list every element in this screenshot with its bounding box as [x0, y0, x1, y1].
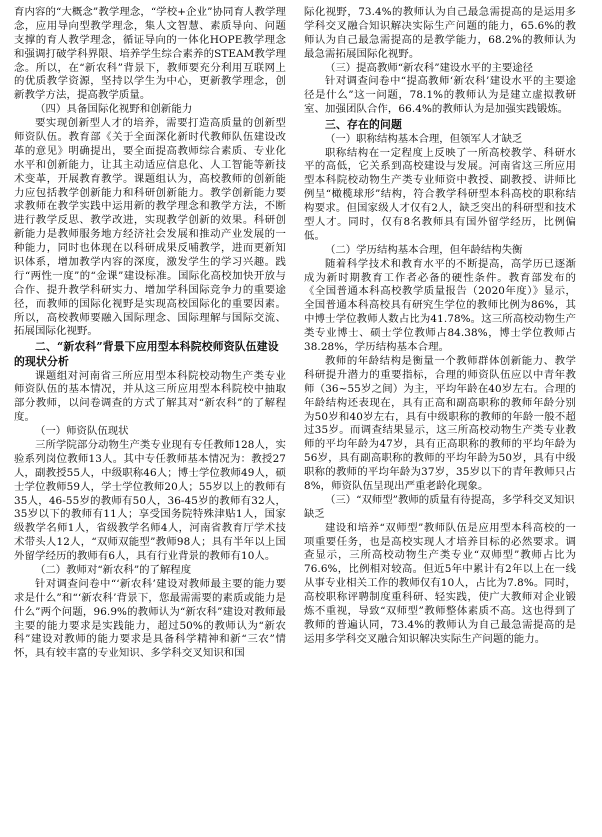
body-paragraph: 要实现创新型人才的培养，需要打造高质量的创新型师资队伍。教育部《关于全面深化新时代教师队伍建设改革的意见》明确提出，要全面提高教师综合素质、专业化水平和创新能力，让其主动适应信息化、人工智能等新技术变革，开展教育教学。课题组认为，高校教师的创新能力应包括教学创新能力和科研创新能力。教学创新能力要求教师在教学实践中运用新的教学理念和教学方法，不断进行教学反思、教学改进，实现教学创新的效果。科研创新能力是教师服务地方经济社会发展和推动产业发展的一种能力，同时也体现在以科研成果反哺教学，进而更新知识体系，增加教学内容的深度，激发学生的学习兴趣。践行“两性一度”的“金课”建设标准。国际化高校加快开放与合作、提升教学科研实力、增加学科国际竞争力的重要途径，而教师的国际化视野是实现高校国际化的重要因素。所以，高校教师要融入国际理念、国际理解与国际交流、拓展国际化视野。 — [14, 117, 286, 338]
subsection-heading: （二）教师对“新农科”的了解程度 — [35, 563, 192, 576]
body-paragraph: 针对调查问卷中“提高教师‘新农科’建设水平的主要途径是什么”这一问题，78.1%的教师认为是建立虚拟教研室、加强团队合作，66.4%的教师认为是加强实践锻炼。 — [304, 75, 576, 116]
body-paragraph: 际化视野，73.4%的教师认为自己最急需提高的是运用多学科交叉融合知识解决实际生产问题的能力，65.6%的教师认为自己最急需提高的是教学能力，68.2%的教师认为最急需拓展国际化视野。 — [304, 6, 576, 60]
section-heading: 三、存在的问题 — [325, 118, 402, 132]
subsection-heading: （一）师资队伍现状 — [35, 425, 129, 438]
body-paragraph: 教师的年龄结构是衡量一个教师群体创新能力、教学科研提升潜力的重要指标，合理的师资队伍应以中青年教师（36~55岁之间）为主，平均年龄在40岁左右。合理的年龄结构还表现在，具有正高和副高职称的教师年龄分别为50岁和40岁左右，具有中级职称的教师的年龄一般不超过35岁。而调查结果显示，这三所高校动物生产类专业教师的平均年龄为47岁，具有正高职称的教师的平均年龄为56岁，具有副高职称的教师的平均年龄为50岁，具有中级职称的教师的平均年龄为37岁，35岁以下的青年教师只占8%，师资队伍呈现出严重老龄化现象。 — [304, 354, 576, 492]
subsection-heading: （三）提高教师“新农科”建设水平的主要途径 — [325, 61, 534, 74]
body-paragraph: 建设和培养“双师型”教师队伍是应用型本科高校的一项重要任务，也是高校实现人才培养目标的必然要求。调查显示，三所高校动物生产类专业“双师型”教师占比为76.6%，比例相对较高。但近5年中累计有2年以上在一线从事专业相关工作的教师仅有10人，占比为7.8%。同时，高校职称评聘制度重科研、轻实践，使广大教师对企业锻炼不重视，导致“双师型”教师整体素质不高。这也得到了教师的普遍认同，73.4%的教师认为自己最急需提高的是运用多学科交叉融合知识解决实际生产问题的能力。 — [304, 521, 576, 645]
body-paragraph: 职称结构在一定程度上反映了一所高校教学、科研水平的高低，它关系到高校建设与发展。河南省这三所应用型本科院校动物生产类专业师资中教授、副教授、讲师比例呈“橄榄球形”结构，符合教学科研型本科高校的职称结构要求。但国家级人才仅有2人，缺乏突出的科研型和技术型人才。同时，仅有8名教师具有国外留学经历，比例偏低。 — [304, 146, 576, 242]
body-paragraph: 课题组对河南省三所应用型本科院校动物生产类专业师资队伍的基本情况，并从这三所应用型本科院校中抽取部分教师，以问卷调查的方式了解其对“新农科”的了解程度。 — [14, 369, 286, 424]
body-paragraph: 针对调查问卷中“‘新农科’建设对教师最主要的能力要求是什么”和“‘新农科’背景下，您最需需要的素质或能力是什么”两个问题，96.9%的教师认为“新农科”建设对教师最主要的能力要求是实践能力，超过50%的教师认为“新农科”建设对教师的能力要求是具备科学精神和新“三农”情怀，具有较丰富的专业知识、多学科交叉知识和国 — [14, 577, 286, 660]
body-paragraph: 随着科学技术和教育水平的不断提高，高学历已逐渐成为新时期教育工作者必备的硬性条件。教育部发布的《全国普通本科高校教学质量报告（2020年度）》显示，全国普通本科高校具有研究生学位的教师比例为86%，其中博士学位教师人数占比为41.78%。这三所高校动物生产类专业博士、硕士学位教师占84.38%，博士学位教师占38.28%，学历结构基本合理。 — [304, 257, 576, 354]
body-paragraph: （四）具备国际化视野和创新能力 — [35, 103, 193, 116]
left-column — [14, 6, 286, 829]
right-column — [304, 6, 576, 829]
body-paragraph: 育内容的“大概念”教学理念，“学校+企业”协同育人教学理念，应用导向型教学理念，集人文智慧、素质导向、问题支撑的育人教学理念，循证导向的一体化HOPE教学理念和强调打破学科界限、培养学生综合素养的STEAM教学理念。所以，在“新农科”背景下，教师要充分利用互联网上的优质教学资源，坚持以学生为中心，更新教学理念，创新教学方法，提高教学质量。 — [14, 6, 286, 102]
subsection-heading: （一）职称结构基本合理，但领军人才缺乏 — [325, 132, 523, 145]
body-paragraph: 三所学院部分动物生产类专业现有专任教师128人，实验系列岗位教师13人。其中专任教师基本情况为：教授27人，副教授55人，中级职称46人；博士学位教师49人，硕士学位教师59人，学士学位教师20人；55岁以上的教师有35人，46-55岁的教师有50人，36-45岁的教师有32人，35岁以下的教师有11人；享受国务院特殊津贴1人，国家级教学名师1人，省级教学名师4人，河南省教育厅学术技术带头人12人，“双师双能型”教师98人；具有半年以上国外留学经历的教师有6人，具有行业背景的教师有10人。 — [14, 438, 286, 563]
section-heading: 二、“新农科”背景下应用型本科院校师资队伍建设的现状分析 — [14, 340, 279, 368]
subsection-heading: （二）学历结构基本合理，但年龄结构失衡 — [325, 243, 523, 256]
subsection-heading: （三）“双师型”教师的质量有待提高，多学科交叉知识缺乏 — [304, 493, 575, 520]
